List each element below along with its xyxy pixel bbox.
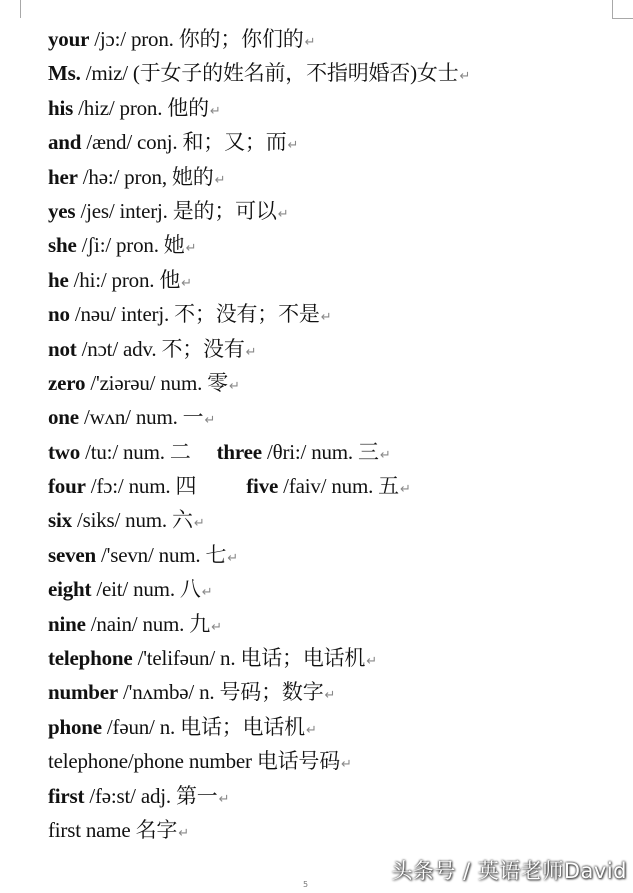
vocab-line bbox=[48, 91, 618, 125]
vocab-definition: /nain/ num. 九 bbox=[85, 611, 211, 636]
vocab-word: she bbox=[48, 233, 77, 258]
vocab-line bbox=[48, 572, 618, 606]
vocab-word: seven bbox=[48, 542, 96, 567]
vocab-line bbox=[48, 263, 618, 297]
vocab-line bbox=[48, 813, 618, 847]
vocab-line bbox=[48, 194, 618, 228]
vocab-word: four bbox=[48, 474, 86, 499]
paragraph-mark-icon: ↵ bbox=[218, 791, 230, 807]
paragraph-mark-icon: ↵ bbox=[366, 654, 377, 670]
vocab-definition: /'sevn/ num. 七 bbox=[96, 542, 227, 567]
vocab-line bbox=[48, 400, 618, 434]
vocab-line bbox=[48, 22, 618, 56]
vocab-word: two bbox=[48, 439, 81, 464]
vocab-definition: first name 名字 bbox=[48, 817, 178, 842]
paragraph-mark-icon: ↵ bbox=[185, 241, 197, 257]
watermark: 头条号 / 英语老师David bbox=[391, 859, 627, 883]
vocab-line bbox=[48, 332, 618, 366]
vocab-word: her bbox=[48, 164, 78, 189]
vocab-definition: /faiv/ num. 五 bbox=[278, 474, 399, 499]
crop-mark-top-right bbox=[612, 0, 633, 19]
page-number: 5 bbox=[303, 880, 309, 889]
paragraph-mark-icon: ↵ bbox=[201, 585, 213, 601]
vocab-definition: /hi:/ pron. 他 bbox=[68, 267, 181, 292]
vocab-definition: /fə:st/ adj. 第一 bbox=[84, 783, 218, 808]
vocab-word: Ms. bbox=[48, 61, 81, 86]
vocab-definition: /fəun/ n. 电话；电话机 bbox=[101, 714, 305, 739]
vocab-definition: /'telifəun/ n. 电话；电话机 bbox=[132, 646, 366, 671]
vocab-line bbox=[48, 469, 618, 503]
vocab-word: his bbox=[48, 95, 74, 120]
vocab-line bbox=[48, 779, 618, 813]
vocab-word: eight bbox=[48, 577, 92, 602]
paragraph-mark-icon: ↵ bbox=[341, 757, 352, 773]
vocab-word: your bbox=[48, 27, 90, 51]
paragraph-mark-icon: ↵ bbox=[320, 310, 332, 326]
vocab-word: six bbox=[48, 508, 72, 533]
vocab-word: no bbox=[48, 302, 70, 327]
paragraph-mark-icon: ↵ bbox=[304, 35, 316, 50]
vocab-line bbox=[48, 744, 618, 778]
paragraph-mark-icon: ↵ bbox=[245, 344, 257, 360]
paragraph-mark-icon: ↵ bbox=[459, 69, 471, 85]
vocab-definition: /tu:/ num. 二 bbox=[80, 439, 191, 464]
vocab-word: five bbox=[246, 474, 279, 499]
vocab-line bbox=[48, 297, 618, 331]
paragraph-mark-icon: ↵ bbox=[227, 550, 238, 566]
paragraph-mark-icon: ↵ bbox=[214, 172, 226, 188]
vocab-line bbox=[48, 607, 618, 641]
paragraph-mark-icon: ↵ bbox=[287, 138, 299, 154]
vocab-line bbox=[48, 503, 618, 537]
paragraph-mark-icon: ↵ bbox=[211, 619, 222, 635]
vocab-word: phone bbox=[48, 714, 102, 739]
vocab-line bbox=[48, 56, 618, 90]
vocab-word: one bbox=[48, 405, 79, 430]
paragraph-mark-icon: ↵ bbox=[204, 413, 216, 429]
paragraph-mark-icon: ↵ bbox=[277, 206, 289, 222]
vocab-line bbox=[48, 366, 618, 400]
vocab-line bbox=[48, 125, 618, 159]
vocab-definition: /hə:/ pron, 她的 bbox=[77, 164, 214, 189]
crop-mark-top-left bbox=[0, 0, 21, 18]
vocab-definition: /wʌn/ num. 一 bbox=[78, 405, 204, 430]
paragraph-mark-icon: ↵ bbox=[305, 722, 317, 738]
vocab-definition: /nəu/ interj. 不；没有；不是 bbox=[69, 302, 320, 327]
vocab-line bbox=[48, 538, 618, 572]
vocab-definition: /hiz/ pron. 他的 bbox=[73, 95, 209, 120]
vocab-line bbox=[48, 435, 618, 469]
vocab-definition: /jɔ:/ pron. 你的；你们的 bbox=[89, 27, 304, 51]
paragraph-mark-icon: ↵ bbox=[193, 516, 205, 532]
vocab-line bbox=[48, 641, 618, 675]
vocab-word: first bbox=[48, 783, 85, 808]
vocab-word: three bbox=[216, 439, 262, 464]
paragraph-mark-icon: ↵ bbox=[379, 447, 391, 463]
vocab-line bbox=[48, 160, 618, 194]
vocab-line bbox=[48, 675, 618, 709]
vocab-definition: /jes/ interj. 是的；可以 bbox=[75, 198, 277, 223]
vocab-word: zero bbox=[48, 370, 86, 395]
vocab-definition: /'nʌmbə/ n. 号码；数字 bbox=[117, 680, 324, 705]
vocab-word: and bbox=[48, 130, 82, 155]
vocab-definition: /fɔ:/ num. 四 bbox=[85, 474, 197, 499]
vocab-line bbox=[48, 228, 618, 262]
paragraph-mark-icon: ↵ bbox=[209, 103, 221, 119]
vocab-line bbox=[48, 710, 618, 744]
vocab-word: nine bbox=[48, 611, 86, 636]
vocab-definition: /nɔt/ adv. 不；没有 bbox=[76, 336, 245, 361]
vocab-word: not bbox=[48, 336, 77, 361]
vocab-word: telephone bbox=[48, 646, 133, 671]
vocab-definition: /'ziərəu/ num. 零 bbox=[85, 370, 228, 395]
vocab-definition: /eit/ num. 八 bbox=[91, 577, 201, 602]
vocabulary-list bbox=[48, 22, 618, 847]
vocab-definition: /θri:/ num. 三 bbox=[261, 439, 379, 464]
vocab-definition: /siks/ num. 六 bbox=[71, 508, 193, 533]
paragraph-mark-icon: ↵ bbox=[399, 482, 411, 498]
vocab-word: yes bbox=[48, 198, 76, 223]
paragraph-mark-icon: ↵ bbox=[324, 688, 336, 704]
vocab-definition: telephone/phone number 电话号码 bbox=[48, 749, 341, 774]
paragraph-mark-icon: ↵ bbox=[178, 825, 189, 841]
paragraph-mark-icon: ↵ bbox=[228, 378, 240, 394]
vocab-definition: /miz/ (于女子的姓名前，不指明婚否)女士 bbox=[80, 61, 459, 86]
vocab-word: he bbox=[48, 267, 69, 292]
vocab-word: number bbox=[48, 680, 118, 705]
vocab-definition: /ʃi:/ pron. 她 bbox=[76, 233, 185, 258]
vocab-definition: /ænd/ conj. 和；又；而 bbox=[81, 130, 287, 155]
paragraph-mark-icon: ↵ bbox=[181, 275, 192, 291]
